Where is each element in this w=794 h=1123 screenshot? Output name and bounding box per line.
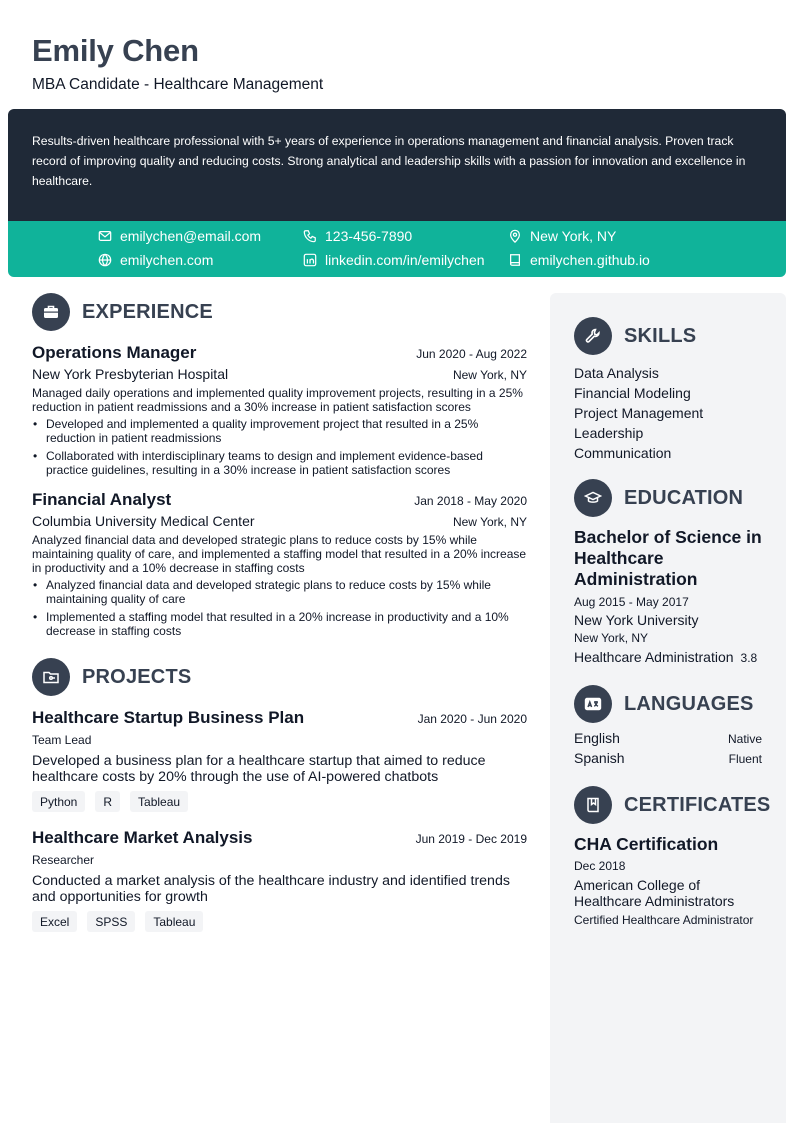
- contact-location: [508, 228, 616, 244]
- job-bullet: • Collaborated with interdisciplinary teams to design and implement evidence-based practice guidelines, resulting in a 30% increase in patient satisfaction scores: [32, 449, 527, 477]
- certificate-description: Certified Healthcare Administrator: [574, 913, 754, 927]
- candidate-name: Emily Chen: [32, 33, 199, 68]
- project-item: [32, 708, 527, 812]
- job-location: New York, NY: [452, 368, 527, 382]
- experience-heading: [32, 293, 527, 331]
- language-name: Spanish: [574, 750, 625, 766]
- certificate-date: Dec 2018: [574, 859, 626, 873]
- contact-website[interactable]: [98, 252, 213, 268]
- language-icon: [574, 685, 612, 723]
- skill-item: Project Management: [574, 405, 704, 421]
- phone-icon: [303, 229, 317, 243]
- project-role: Researcher: [32, 853, 95, 867]
- language-row: [574, 750, 762, 766]
- job-bullets: [32, 417, 527, 477]
- job-title: Operations Manager: [32, 343, 197, 362]
- school-name: New York University: [574, 612, 699, 628]
- job-title: Financial Analyst: [32, 490, 172, 509]
- skills-section: [574, 317, 762, 463]
- project-tags: [32, 911, 527, 932]
- school-location: New York, NY: [574, 631, 649, 645]
- job-dates: Jan 2018 - May 2020: [414, 494, 527, 508]
- language-level: Fluent: [728, 752, 762, 766]
- project-title: Healthcare Market Analysis: [32, 828, 253, 847]
- language-name: English: [574, 730, 620, 746]
- certificate-name: CHA Certification: [574, 834, 719, 854]
- job-description: Managed daily operations and implemented quality improvement projects, resulting in a 25% reduction in patient readmissions and a 30% increase in patient satisfaction scores: [32, 386, 523, 414]
- skills-heading: [574, 317, 762, 355]
- sidebar: [550, 293, 786, 1123]
- summary-panel: [8, 109, 786, 221]
- certificates-section: [574, 786, 771, 927]
- book-icon: [508, 253, 522, 267]
- summary-text: Results-driven healthcare professional with 5+ years of experience in operations management and financial analysis. Proven track record of improving quality and reducing costs. Strong analytical and leadership skills with a passion for innovation and excellence in healthcare.: [32, 134, 746, 188]
- projects-heading: [32, 658, 527, 696]
- project-dates: Jan 2020 - Jun 2020: [417, 712, 527, 726]
- resume-header: [32, 34, 323, 94]
- tag: Tableau: [130, 791, 188, 812]
- email-text: emilychen@email.com: [120, 228, 262, 244]
- certificates-title: CERTIFICATES: [624, 793, 771, 816]
- contact-phone[interactable]: [303, 228, 412, 244]
- tag: Excel: [32, 911, 77, 932]
- tag: Tableau: [145, 911, 203, 932]
- skill-item: Communication: [574, 445, 672, 461]
- bookmark-book-icon: [574, 786, 612, 824]
- tag: Python: [32, 791, 85, 812]
- skills-title: SKILLS: [624, 324, 697, 347]
- job-org: New York Presbyterian Hospital: [32, 366, 229, 382]
- job-bullet: • Implemented a staffing model that resulted in a 20% increase in productivity and a 10% decrease in staffing costs: [32, 610, 527, 638]
- mail-icon: [98, 229, 112, 243]
- language-row: [574, 730, 762, 746]
- language-level: Native: [727, 732, 762, 746]
- degree: Bachelor of Science in Healthcare Administration: [574, 527, 762, 589]
- job-dates: Jun 2020 - Aug 2022: [416, 347, 527, 361]
- candidate-title: MBA Candidate - Healthcare Management: [32, 76, 324, 93]
- folder-icon: [32, 658, 70, 696]
- education-title: EDUCATION: [624, 486, 744, 509]
- project-title: Healthcare Startup Business Plan: [32, 708, 305, 727]
- job-bullet: • Analyzed financial data and developed strategic plans to reduce costs by 15% while maintaining quality of care: [32, 578, 527, 606]
- languages-title: LANGUAGES: [624, 692, 754, 715]
- skill-item: Financial Modeling: [574, 385, 691, 401]
- contact-email[interactable]: [98, 228, 261, 244]
- main-column: [32, 293, 527, 932]
- education-heading: [574, 479, 762, 517]
- experience-item: [32, 343, 527, 477]
- project-dates: Jun 2019 - Dec 2019: [415, 832, 527, 846]
- job-bullet: • Developed and implemented a quality improvement project that resulted in a 25% reduction in patient readmissions: [32, 417, 527, 445]
- linkedin-icon: [303, 253, 317, 267]
- project-item: [32, 828, 527, 932]
- briefcase-icon: [32, 293, 70, 331]
- globe-icon: [98, 253, 112, 267]
- contact-github[interactable]: [508, 252, 650, 268]
- tag: SPSS: [87, 911, 135, 932]
- project-role: Team Lead: [32, 733, 92, 747]
- linkedin-text: linkedin.com/in/emilychen: [325, 252, 485, 268]
- experience-title: EXPERIENCE: [82, 300, 213, 323]
- job-description: Analyzed financial data and developed strategic plans to reduce costs by 15% while maintaining quality of care, and implemented a staffing model that resulted in a 20% increase in productivity and a 10% decrease in staffing costs: [32, 533, 527, 575]
- wrench-icon: [574, 317, 612, 355]
- map-pin-icon: [508, 229, 522, 243]
- location-text: New York, NY: [530, 228, 617, 244]
- job-location: New York, NY: [452, 515, 527, 529]
- projects-title: PROJECTS: [82, 665, 192, 688]
- github-text: emilychen.github.io: [530, 252, 650, 268]
- contact-bar: [8, 221, 786, 277]
- job-org: Columbia University Medical Center: [32, 513, 255, 529]
- languages-heading: [574, 685, 762, 723]
- certificates-heading: [574, 786, 771, 824]
- job-bullets: [32, 578, 527, 638]
- phone-text: 123-456-7890: [325, 228, 413, 244]
- languages-section: [574, 685, 762, 766]
- field-of-study: Healthcare Administration: [574, 649, 734, 665]
- certificate-issuer: American College of Healthcare Administrators: [574, 877, 735, 909]
- gpa: 3.8: [740, 651, 758, 665]
- project-tags: [32, 791, 527, 812]
- contact-linkedin[interactable]: [303, 252, 485, 268]
- graduation-cap-icon: [574, 479, 612, 517]
- tag: R: [95, 791, 120, 812]
- education-dates: Aug 2015 - May 2017: [574, 595, 689, 609]
- experience-item: [32, 490, 527, 638]
- project-description: Developed a business plan for a healthcare startup that aimed to reduce healthcare costs by 20% through the use of AI-powered chatbots: [32, 753, 486, 785]
- education-section: [574, 479, 762, 665]
- website-text: emilychen.com: [120, 252, 214, 268]
- skill-item: Leadership: [574, 425, 644, 441]
- project-description: Conducted a market analysis of the healthcare industry and identified trends and opportunities for growth: [32, 873, 510, 905]
- skill-item: Data Analysis: [574, 365, 659, 381]
